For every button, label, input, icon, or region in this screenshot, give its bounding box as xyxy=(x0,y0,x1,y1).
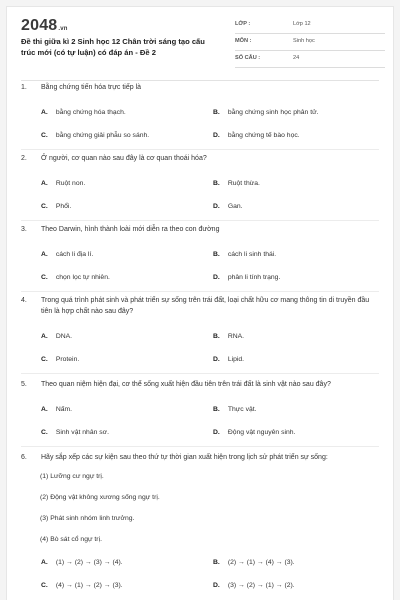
option-text: RNA. xyxy=(227,333,245,340)
option-letter: A. xyxy=(41,251,48,258)
option-c[interactable] xyxy=(41,582,123,589)
option-text: Động vật nguyên sinh. xyxy=(227,429,296,436)
question-3 xyxy=(21,224,379,235)
option-letter: C. xyxy=(41,429,48,436)
option-c[interactable] xyxy=(41,429,109,436)
exam-page xyxy=(6,6,394,600)
exam-meta-table xyxy=(235,17,385,68)
option-letter: D. xyxy=(213,132,220,139)
question-text: Ở người, cơ quan nào sau đây là cơ quan thoái hóa? xyxy=(41,155,207,162)
option-letter: A. xyxy=(41,406,48,413)
document-title: Đề thi giữa kì 2 Sinh học 12 Chân trời sáng tạo cấu trúc mới (có tự luận) có đáp án - Đề 2 xyxy=(21,37,205,57)
option-a[interactable] xyxy=(41,180,85,187)
statement-3: (3) Phát sinh nhóm linh trưởng. xyxy=(40,515,135,522)
meta-label: SỐ CÂU : xyxy=(235,55,261,61)
option-text: DNA. xyxy=(55,333,73,340)
option-text: bằng chứng giải phẫu so sánh. xyxy=(55,132,150,139)
site-logo[interactable] xyxy=(21,17,68,35)
option-a[interactable] xyxy=(41,251,93,258)
option-text: Nấm. xyxy=(55,406,73,413)
option-text: Thực vật. xyxy=(227,406,257,413)
option-text: bằng chứng hóa thạch. xyxy=(55,109,126,116)
question-2 xyxy=(21,153,379,164)
option-letter: D. xyxy=(213,274,220,281)
question-number: 2. xyxy=(21,155,27,162)
question-text: Hãy sắp xếp các sự kiện sau theo thứ tự thời gian xuất hiện trong lịch sử phát triển sự sống: xyxy=(41,454,328,461)
option-text: chọn lọc tự nhiên. xyxy=(55,274,110,281)
option-text: Gan. xyxy=(227,203,243,210)
option-letter: D. xyxy=(213,582,220,589)
option-c[interactable] xyxy=(41,274,110,281)
option-c[interactable] xyxy=(41,356,79,363)
question-number: 5. xyxy=(21,381,27,388)
meta-value: 24 xyxy=(293,55,300,61)
option-text: (2) → (1) → (4) → (3). xyxy=(227,559,295,566)
option-d[interactable] xyxy=(213,429,295,436)
question-divider xyxy=(21,220,379,221)
option-text: Lipid. xyxy=(227,356,245,363)
page-header xyxy=(7,7,393,73)
option-text: (1) → (2) → (3) → (4). xyxy=(55,559,123,566)
option-text: Protein. xyxy=(55,356,80,363)
option-letter: B. xyxy=(213,251,220,258)
logo-suffix: .vn xyxy=(58,26,68,32)
meta-row-count xyxy=(235,51,385,68)
option-a[interactable] xyxy=(41,559,123,566)
option-d[interactable] xyxy=(213,356,244,363)
option-text: Ruột non. xyxy=(55,180,86,187)
header-divider xyxy=(21,80,379,81)
meta-row-class xyxy=(235,17,385,34)
option-letter: C. xyxy=(41,356,48,363)
option-d[interactable] xyxy=(213,132,300,139)
meta-value: Sinh học xyxy=(293,38,315,44)
meta-row-subject xyxy=(235,34,385,51)
question-number: 1. xyxy=(21,84,27,91)
option-d[interactable] xyxy=(213,582,295,589)
option-letter: A. xyxy=(41,180,48,187)
question-number: 3. xyxy=(21,226,27,233)
option-a[interactable] xyxy=(41,333,72,340)
option-b[interactable] xyxy=(213,559,295,566)
option-letter: B. xyxy=(213,333,220,340)
option-text: Sinh vật nhân sơ. xyxy=(55,429,110,436)
option-d[interactable] xyxy=(213,203,243,210)
option-b[interactable] xyxy=(213,109,319,116)
option-b[interactable] xyxy=(213,251,276,258)
question-number: 4. xyxy=(21,297,27,304)
option-b[interactable] xyxy=(213,333,244,340)
option-b[interactable] xyxy=(213,406,257,413)
statement-2: (2) Động vật không xương sống ngự trị. xyxy=(40,494,160,501)
option-text: cách li địa lí. xyxy=(55,251,94,258)
option-c[interactable] xyxy=(41,132,149,139)
option-a[interactable] xyxy=(41,109,126,116)
option-d[interactable] xyxy=(213,274,280,281)
option-letter: C. xyxy=(41,274,48,281)
option-letter: C. xyxy=(41,203,48,210)
option-letter: D. xyxy=(213,356,220,363)
question-divider xyxy=(21,446,379,447)
question-divider xyxy=(21,291,379,292)
question-5 xyxy=(21,379,379,390)
option-text: bằng chứng tế bào học. xyxy=(227,132,300,139)
option-b[interactable] xyxy=(213,180,260,187)
option-a[interactable] xyxy=(41,406,72,413)
option-text: Phổi. xyxy=(55,203,72,210)
option-text: Ruột thừa. xyxy=(227,180,260,187)
question-number: 6. xyxy=(21,454,27,461)
meta-label: MÔN : xyxy=(235,38,252,44)
option-letter: D. xyxy=(213,203,220,210)
question-6 xyxy=(21,452,379,463)
option-letter: D. xyxy=(213,429,220,436)
option-letter: C. xyxy=(41,132,48,139)
question-text: Bằng chứng tiến hóa trực tiếp là xyxy=(41,84,142,91)
option-text: phân li tính trạng. xyxy=(227,274,281,281)
option-text: cách li sinh thái. xyxy=(227,251,277,258)
option-letter: B. xyxy=(213,180,220,187)
option-letter: A. xyxy=(41,109,48,116)
question-text: Theo Darwin, hình thành loài mới diễn ra theo con đường xyxy=(41,226,220,233)
question-text: Theo quan niệm hiện đại, cơ thể sống xuất hiện đầu tiên trên trái đất là sinh vật nào sau đây? xyxy=(41,381,331,388)
meta-value: Lớp 12 xyxy=(293,21,311,27)
question-text: Trong quá trình phát sinh và phát triển sự sống trên trái đất, loại chất hữu cơ mang thông tin di truyền đầu tiên là hợp chất nào sau đây? xyxy=(41,297,370,315)
option-letter: A. xyxy=(41,559,48,566)
question-divider xyxy=(21,373,379,374)
option-c[interactable] xyxy=(41,203,71,210)
question-divider xyxy=(21,149,379,150)
option-letter: A. xyxy=(41,333,48,340)
question-4 xyxy=(21,295,379,317)
option-text: (4) → (1) → (2) → (3). xyxy=(55,582,123,589)
option-letter: B. xyxy=(213,109,220,116)
option-letter: C. xyxy=(41,582,48,589)
question-1 xyxy=(21,82,379,93)
option-text: (3) → (2) → (1) → (2). xyxy=(227,582,295,589)
option-letter: B. xyxy=(213,406,220,413)
statement-1: (1) Lưỡng cư ngự trị. xyxy=(40,473,104,480)
statement-4: (4) Bò sát cổ ngự trị. xyxy=(40,536,102,543)
option-letter: B. xyxy=(213,559,220,566)
meta-label: LỚP : xyxy=(235,21,251,27)
logo-text: 2048 xyxy=(21,17,58,34)
option-text: bằng chứng sinh học phân tử. xyxy=(227,109,319,116)
